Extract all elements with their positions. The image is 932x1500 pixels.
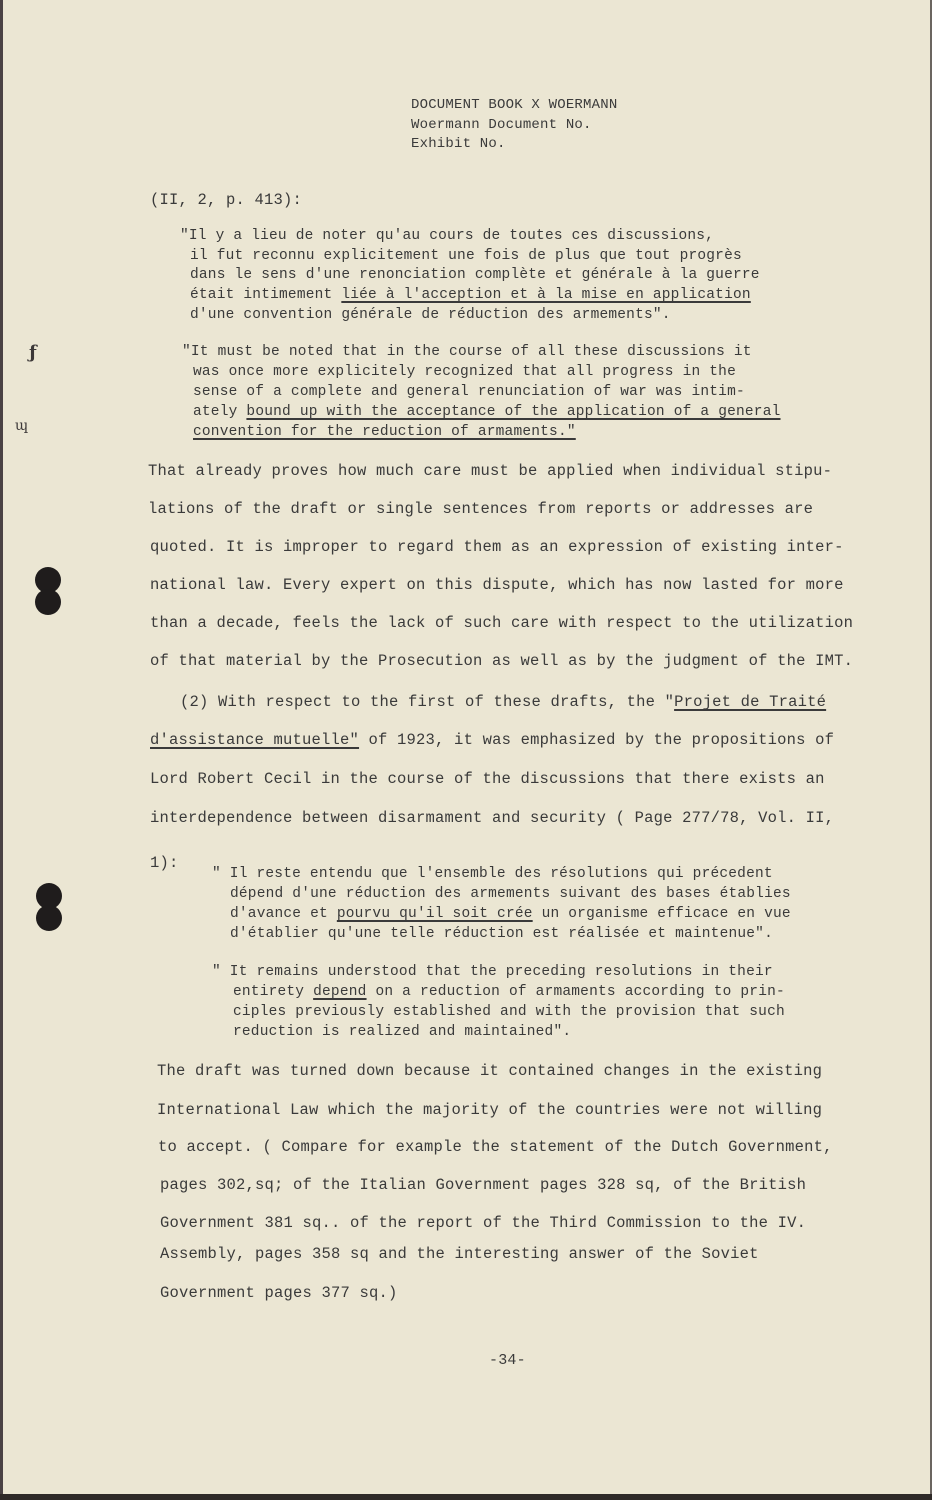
paragraph-2-line: [180, 693, 826, 711]
paragraph-1-line: quoted. It is improper to regard them as an expression of existing inter-: [150, 538, 844, 556]
english-quote-1-line: sense of a complete and general renunciation of war was intim-: [193, 384, 745, 400]
english-quote-1-line: [193, 424, 576, 440]
paragraph-3-line: The draft was turned down because it contained changes in the existing: [157, 1062, 823, 1080]
underlined-phrase: convention for the reduction of armaments.": [193, 424, 576, 440]
header-exhibit-number: Exhibit No.: [411, 136, 506, 152]
underlined-phrase: d'assistance mutuelle": [150, 731, 360, 749]
french-quote-1-text: était intimement: [190, 287, 342, 303]
page-bottom-edge: [0, 1494, 932, 1500]
english-quote-1-line: [193, 404, 781, 420]
paragraph-1-line: That already proves how much care must be applied when individual stipu-: [148, 462, 833, 480]
paragraph-2-line: Lord Robert Cecil in the course of the discussions that there exists an: [150, 770, 825, 788]
french-quote-2-line: dépend d'une réduction des armements suivant des bases établies: [230, 886, 791, 902]
paragraph-2-line: [150, 731, 834, 749]
page-number: -34-: [489, 1352, 526, 1369]
paragraph-3-line: pages 302,sq; of the Italian Government pages 328 sq, of the British: [160, 1176, 807, 1194]
source-reference: (II, 2, p. 413):: [150, 191, 303, 209]
english-quote-1-line: "It must be noted that in the course of all these discussions it: [182, 344, 752, 360]
english-quote-2-text: entirety: [233, 984, 314, 1000]
underlined-phrase: depend: [313, 984, 367, 1000]
french-quote-1-line: dans le sens d'une renonciation complète et générale à la guerre: [190, 267, 760, 283]
french-quote-2-line: [230, 906, 791, 922]
english-quote-2-line: [233, 984, 785, 1000]
page-left-edge: [0, 0, 3, 1500]
english-quote-2-line: ciples previously established and with the provision that such: [233, 1004, 785, 1020]
french-quote-2-text: d'avance et: [230, 906, 337, 922]
margin-scribble-icon: ɰ: [15, 418, 29, 434]
paragraph-2-line: 1):: [150, 854, 179, 872]
french-quote-1-line: d'une convention générale de réduction des armements".: [190, 307, 671, 323]
french-quote-2-line: " Il reste entendu que l'ensemble des résolutions qui précedent: [212, 866, 773, 882]
underlined-phrase: pourvu qu'il soit crée: [336, 906, 533, 922]
english-quote-1-line: was once more explicitely recognized that all progress in the: [193, 364, 736, 380]
underlined-phrase: bound up with the acceptance of the application of a general: [246, 404, 781, 420]
english-quote-2-line: reduction is realized and maintained".: [233, 1024, 572, 1040]
paragraph-2-text: of 1923, it was emphasized by the propositions of: [359, 731, 835, 749]
paragraph-2-line: interdependence between disarmament and security ( Page 277/78, Vol. II,: [150, 809, 835, 827]
english-quote-2-text: on a reduction of armaments according to prin-: [366, 984, 785, 1000]
margin-mark-icon: ƒ: [29, 342, 37, 363]
french-quote-1-line: il fut reconnu explicitement une fois de plus que tout progrès: [190, 248, 742, 264]
paragraph-1-line: national law. Every expert on this dispute, which has now lasted for more: [150, 576, 844, 594]
underlined-phrase: liée à l'acception et à la mise en application: [341, 287, 751, 303]
header-document-book: DOCUMENT BOOK X WOERMANN: [411, 97, 618, 113]
english-quote-1-text: ately: [193, 404, 247, 420]
paragraph-1-line: lations of the draft or single sentences from reports or addresses are: [148, 500, 814, 518]
paragraph-2-text: (2) With respect to the first of these drafts, the ": [180, 693, 675, 711]
paragraph-3-line: Assembly, pages 358 sq and the interesting answer of the Soviet: [160, 1245, 759, 1263]
english-quote-2-line: " It remains understood that the preceding resolutions in their: [212, 964, 773, 980]
paragraph-1-line: than a decade, feels the lack of such care with respect to the utilization: [150, 614, 854, 632]
paragraph-1-line: of that material by the Prosecution as well as by the judgment of the IMT.: [150, 652, 854, 670]
header-document-number: Woermann Document No.: [411, 117, 592, 133]
paragraph-3-line: Government pages 377 sq.): [160, 1284, 398, 1302]
paragraph-3-line: International Law which the majority of the countries were not willing: [157, 1101, 823, 1119]
french-quote-1-line: [190, 287, 751, 303]
paragraph-3-line: Government 381 sq.. of the report of the Third Commission to the IV.: [160, 1214, 807, 1232]
punch-hole-icon: [35, 567, 61, 615]
underlined-phrase: Projet de Traité: [674, 693, 827, 711]
punch-hole-icon: [36, 883, 62, 931]
french-quote-2-text: un organisme efficace en vue: [532, 906, 791, 922]
french-quote-1-line: "Il y a lieu de noter qu'au cours de toutes ces discussions,: [180, 228, 715, 244]
french-quote-2-line: d'établier qu'une telle réduction est réalisée et maintenue".: [230, 926, 773, 942]
paragraph-3-line: to accept. ( Compare for example the statement of the Dutch Government,: [158, 1138, 833, 1156]
